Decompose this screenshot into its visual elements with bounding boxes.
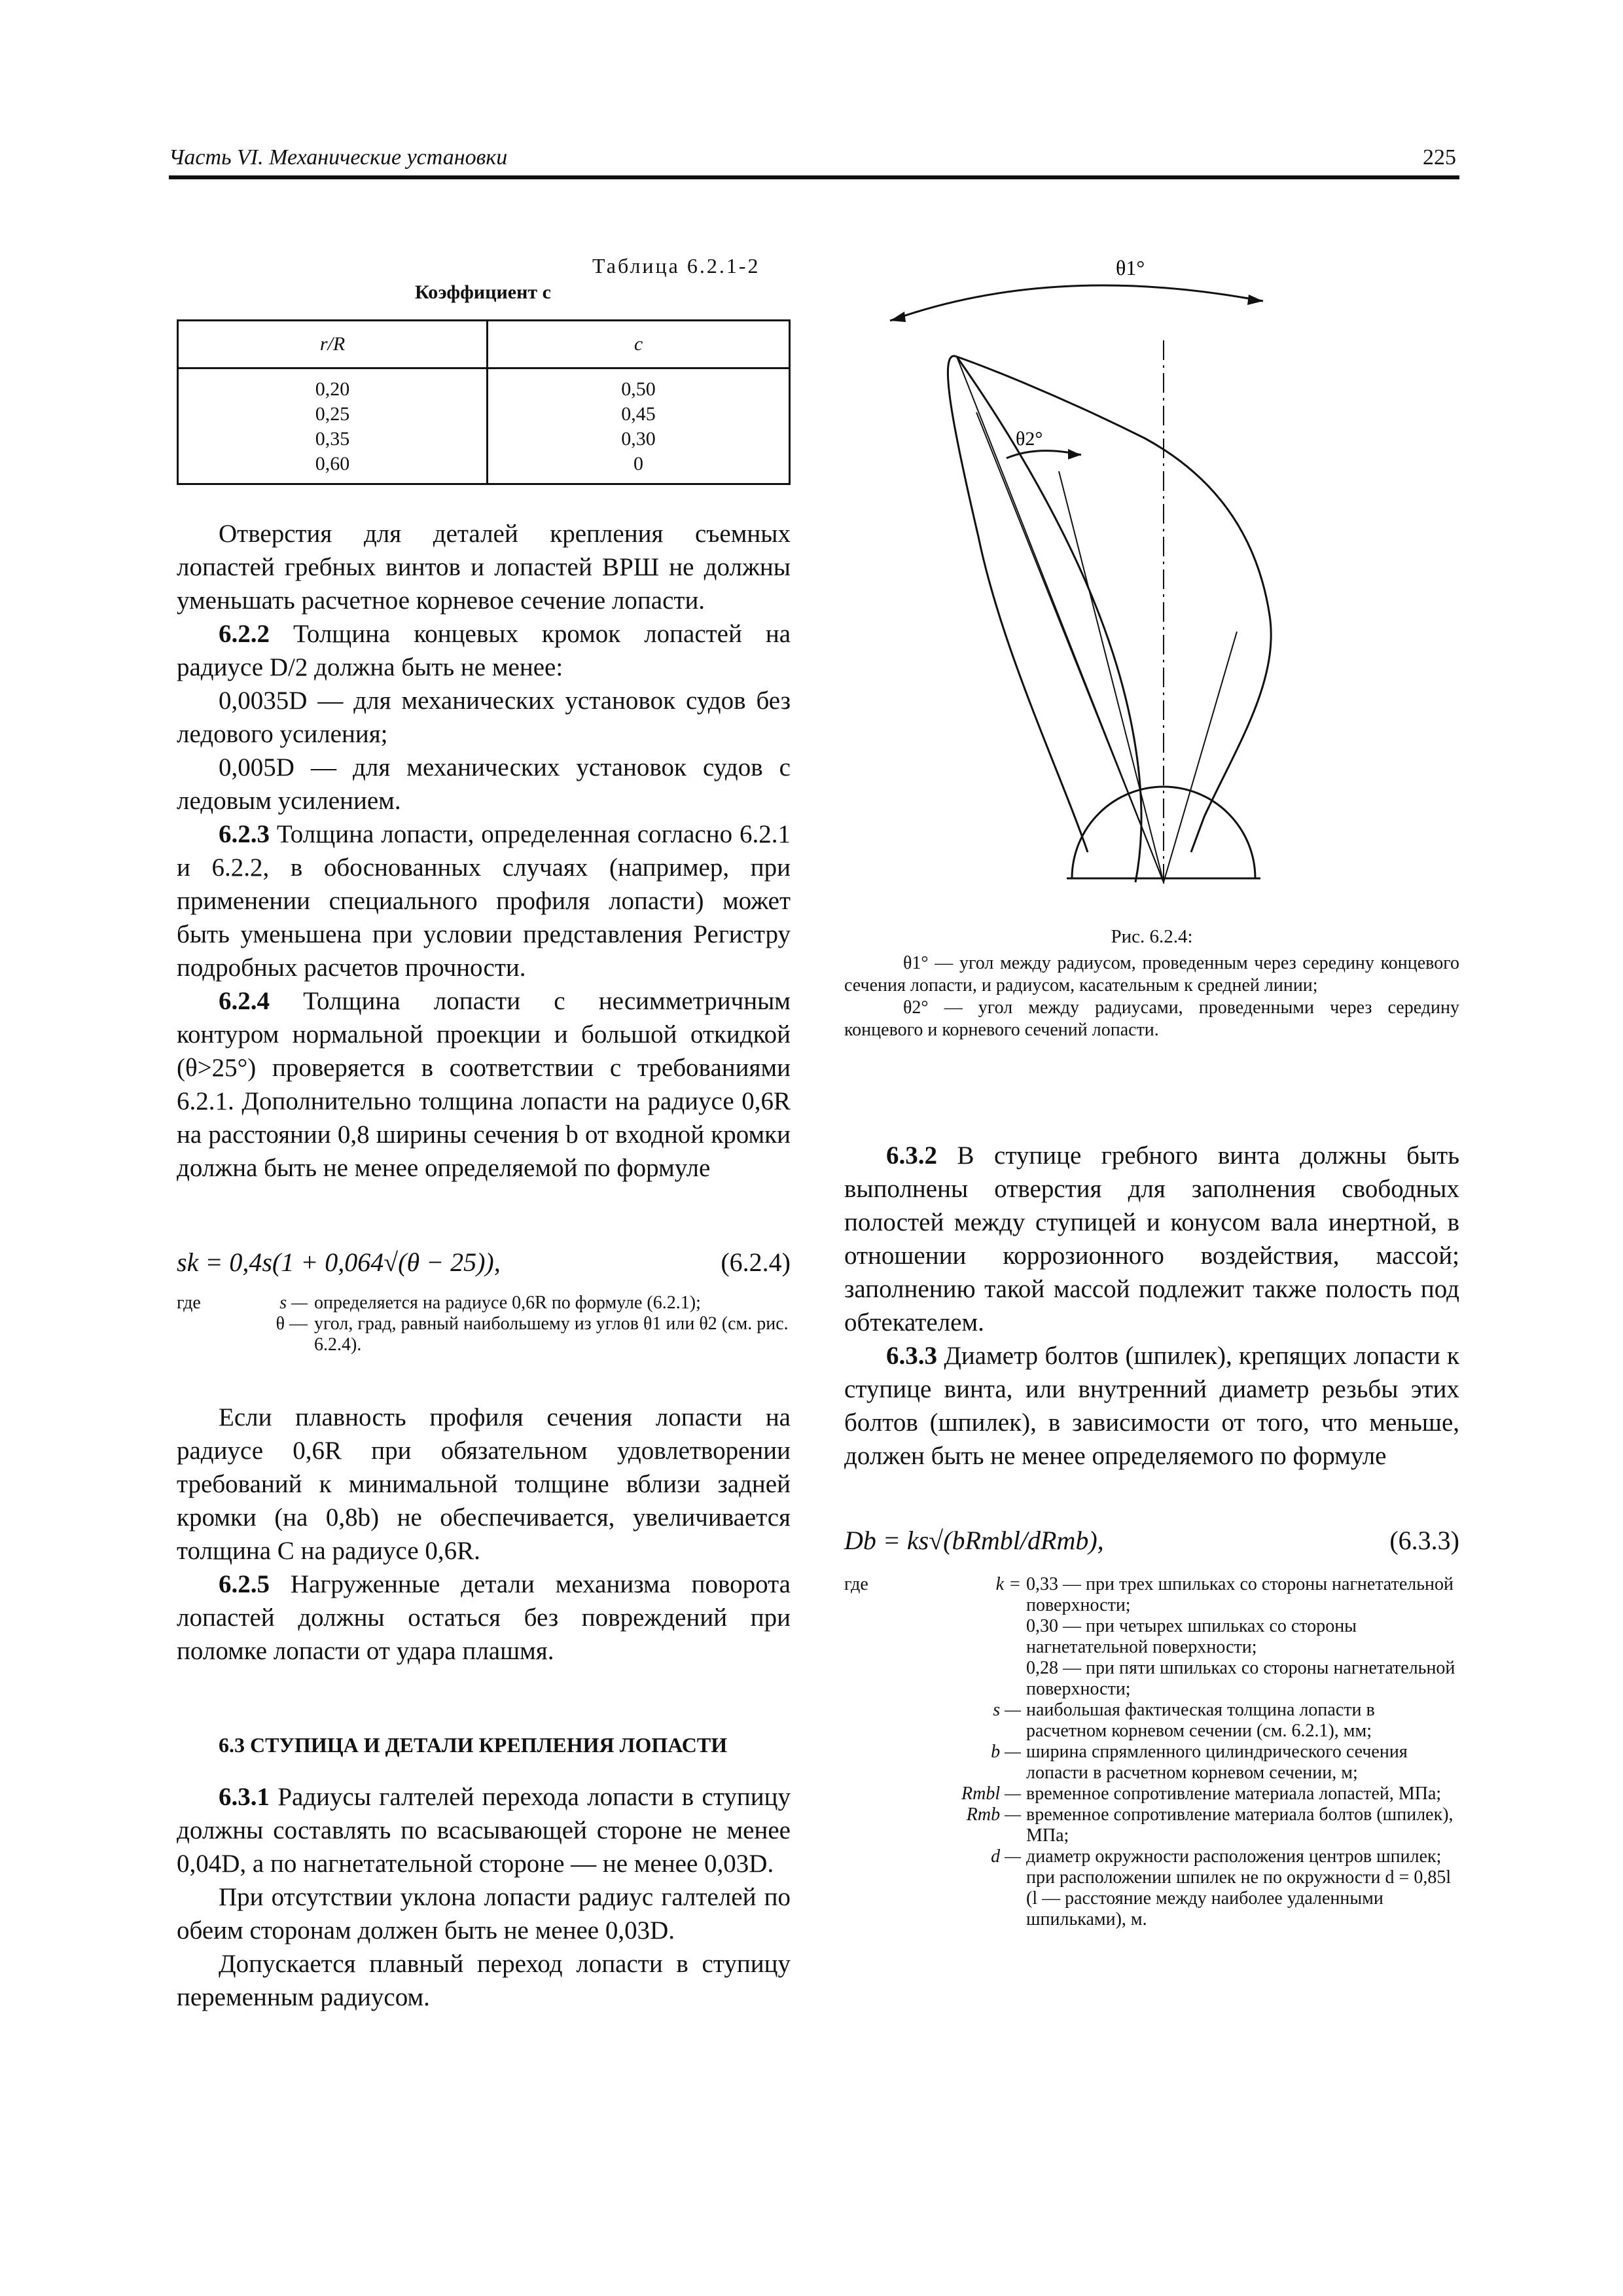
section-number: 6.2.5 bbox=[219, 1570, 270, 1598]
paragraph-holes: Отверстия для деталей крепления съемных лопастей гребных винтов и лопастей ВРШ не должны уменьшать расчетное корневое сечение лопасти. bbox=[177, 520, 791, 615]
table-cell: 0,30 bbox=[621, 428, 656, 450]
where-label: где bbox=[844, 1574, 868, 1594]
table-cell: 0,25 bbox=[315, 403, 350, 425]
table-header-cell: c bbox=[488, 321, 790, 368]
def-symbol: b — bbox=[991, 1742, 1021, 1762]
section-text: Толщина лопасти, определенная согласно 6.2.1 и 6.2.2, в обоснованных случаях (например, при применении специального профиля лопасти) может быть уменьшена при условии представления Регистру подробных расчетов прочности. bbox=[177, 820, 791, 982]
blade-outline bbox=[948, 356, 1271, 852]
paragraph-no-slope: При отсутствии уклона лопасти радиус галтелей по обеим сторонам должен быть не менее 0,03D. bbox=[177, 1883, 791, 1945]
arrowhead bbox=[1068, 449, 1081, 459]
where-label: где bbox=[177, 1293, 201, 1313]
table-cell: 0,50 bbox=[621, 378, 656, 400]
table-cell-c bbox=[488, 368, 790, 484]
left-column bbox=[177, 517, 791, 1185]
right-column bbox=[844, 1139, 1459, 1473]
radius-mid bbox=[1059, 471, 1164, 882]
coefficient-table bbox=[177, 319, 791, 485]
paragraph-6-2-3 bbox=[177, 817, 791, 984]
paragraph-variable-radius: Допускается плавный переход лопасти в ступицу переменным радиусом. bbox=[177, 1950, 791, 2011]
def-text: наибольшая фактическая толщина лопасти в расчетном корневом сечении (см. 6.2.1), мм; bbox=[1026, 1700, 1375, 1741]
section-number: 6.3.3 bbox=[886, 1342, 937, 1370]
section-number: 6.2.2 bbox=[219, 620, 270, 648]
def-symbol: k = bbox=[995, 1574, 1021, 1594]
table-body-row bbox=[178, 368, 790, 484]
section-text: Толщина лопасти с несимметричным контуром нормальной проекции и большой откидкой (θ>25°) проверяется в соответствии с требованиями 6.2.1. Дополнительно толщина лопасти на радиусе 0,6R на расстоянии 0,8 ширины сечения b от входной кромки должна быть не менее определяемой по формуле bbox=[177, 987, 791, 1182]
def-symbol: Rmbl — bbox=[961, 1784, 1021, 1804]
table-cell-rR bbox=[178, 368, 488, 484]
def-symbol: s — bbox=[993, 1700, 1021, 1720]
table-cell: 0,45 bbox=[621, 403, 656, 425]
formula-definitions-left bbox=[177, 1293, 791, 1355]
formula-6-2-4 bbox=[177, 1247, 791, 1278]
section-number: 6.2.3 bbox=[219, 820, 270, 848]
section-text: Нагруженные детали механизма поворота лопастей должны остаться без повреждений при поломке лопасти от удара плашмя. bbox=[177, 1570, 791, 1665]
formula-expression: Db = ks√(bRmbl/dRmb), bbox=[844, 1526, 1104, 1555]
section-heading-6-3: 6.3 СТУПИЦА И ДЕТАЛИ КРЕПЛЕНИЯ ЛОПАСТИ bbox=[219, 1733, 728, 1757]
def-symbol bbox=[916, 1616, 1026, 1658]
caption-theta1: θ1° — угол между радиусом, проведенным через середину концевого сечения лопасти, и радиусом, касательным к средней линии; bbox=[844, 953, 1459, 996]
def-text: диаметр окружности расположения центров шпилек; при расположении шпилек не по окружности d = 0,85l (l — расстояние между наиболее удаленными шпильками), м. bbox=[1026, 1846, 1452, 1929]
theta1-label: θ1° bbox=[1116, 256, 1145, 279]
table-cell: 0,35 bbox=[315, 428, 350, 450]
table-header-cell: r/R bbox=[178, 321, 488, 368]
def-symbol: s — bbox=[279, 1293, 308, 1313]
left-column-lower bbox=[177, 1401, 791, 1668]
formula-expression: sk = 0,4s(1 + 0,064√(θ − 25)), bbox=[177, 1247, 501, 1277]
def-symbol bbox=[916, 1658, 1026, 1700]
radius-tangent bbox=[976, 412, 1164, 882]
def-text: угол, град, равный наибольшему из углов θ1 или θ2 (см. рис. 6.2.4). bbox=[314, 1314, 789, 1355]
section-text: Радиусы галтелей перехода лопасти в ступицу должны составлять по всасывающей стороне не менее 0,04D, а по нагнетательной стороне — не менее 0,03D. bbox=[177, 1783, 791, 1878]
section-text: Толщина концевых кромок лопастей на радиусе D/2 должна быть не менее: bbox=[177, 620, 791, 681]
section-number: 6.2.4 bbox=[219, 987, 270, 1015]
def-text: временное сопротивление материала болтов (шпилек), МПа; bbox=[1026, 1804, 1454, 1846]
radius-right bbox=[1164, 632, 1237, 882]
propeller-blade-figure bbox=[844, 249, 1459, 903]
header-rule bbox=[169, 175, 1459, 179]
theta1-arc bbox=[890, 285, 1263, 321]
paragraph-no-ice: 0,0035D — для механических установок судов без ледового усиления; bbox=[177, 687, 791, 748]
section-number: 6.3.1 bbox=[219, 1783, 270, 1811]
caption-theta2: θ2° — угол между радиусами, проведенными через середину концевого и корневого сечений лопасти. bbox=[844, 997, 1459, 1040]
paragraph-6-3-2 bbox=[844, 1139, 1459, 1339]
running-header-title: Часть VI. Механические установки bbox=[169, 145, 508, 170]
def-symbol: Rmb — bbox=[966, 1804, 1021, 1825]
figure-caption bbox=[844, 952, 1459, 1041]
page-number: 225 bbox=[1423, 145, 1456, 170]
section-text: В ступице гребного винта должны быть выполнены отверстия для заполнения свободных полостей между ступицей и конусом вала инертной, в отношении коррозионного воздействия, массой; заполнению такой массой подлежит также полость под обтекателем. bbox=[844, 1141, 1459, 1336]
def-symbol: θ — bbox=[276, 1314, 308, 1334]
table-cell: 0,20 bbox=[315, 378, 350, 400]
figure-caption-title: Рис. 6.2.4: bbox=[1111, 926, 1193, 947]
paragraph-ice: 0,005D — для механических установок судов с ледовым усилением. bbox=[177, 753, 791, 815]
formula-number: (6.2.4) bbox=[721, 1247, 791, 1277]
def-text: 0,30 — при четырех шпильках со стороны нагнетательной поверхности; bbox=[1026, 1616, 1357, 1657]
section-text: Диаметр болтов (шпилек), крепящих лопасти к ступице винта, или внутренний диаметр резьбы этих болтов (шпилек), в зависимости от того, что меньше, должен быть не менее определяемого по формуле bbox=[844, 1342, 1459, 1470]
formula-6-3-3 bbox=[844, 1525, 1459, 1556]
formula-number: (6.3.3) bbox=[1389, 1526, 1459, 1555]
def-text: 0,28 — при пяти шпильках со стороны нагнетательной поверхности; bbox=[1026, 1658, 1455, 1699]
theta2-label: θ2° bbox=[1016, 428, 1043, 450]
table-title: Коэффициент c bbox=[415, 281, 551, 303]
def-text: ширина спрямленного цилиндрического сечения лопасти в расчетном корневом сечении, м; bbox=[1026, 1742, 1408, 1783]
paragraph-smoothness: Если плавность профиля сечения лопасти на радиусе 0,6R при обязательном удовлетворении требований к минимальной толщине вблизи задней кромки (на 0,8b) не обеспечивается, увеличивается толщина С на радиусе 0,6R. bbox=[177, 1403, 791, 1565]
def-text: определяется на радиусе 0,6R по формуле (6.2.1); bbox=[314, 1293, 701, 1313]
table-caption: Таблица 6.2.1-2 bbox=[592, 254, 760, 278]
blade-midline bbox=[957, 357, 1141, 882]
section-number: 6.3.2 bbox=[886, 1141, 937, 1170]
left-column-bottom bbox=[177, 1780, 791, 2014]
formula-definitions-right bbox=[844, 1574, 1459, 1930]
paragraph-6-2-2 bbox=[177, 617, 791, 684]
table-cell: 0 bbox=[633, 453, 643, 475]
paragraph-6-2-4 bbox=[177, 984, 791, 1185]
def-text: 0,33 — при трех шпильках со стороны нагнетательной поверхности; bbox=[1026, 1574, 1454, 1615]
paragraph-6-3-3 bbox=[844, 1339, 1459, 1473]
paragraph-6-2-5 bbox=[177, 1568, 791, 1668]
table-cell: 0,60 bbox=[315, 453, 350, 475]
arrowhead bbox=[890, 312, 906, 322]
paragraph-6-3-1 bbox=[177, 1780, 791, 1880]
table-header-row bbox=[178, 321, 790, 368]
def-symbol: d — bbox=[991, 1846, 1021, 1867]
def-text: временное сопротивление материала лопастей, МПа; bbox=[1026, 1784, 1442, 1804]
